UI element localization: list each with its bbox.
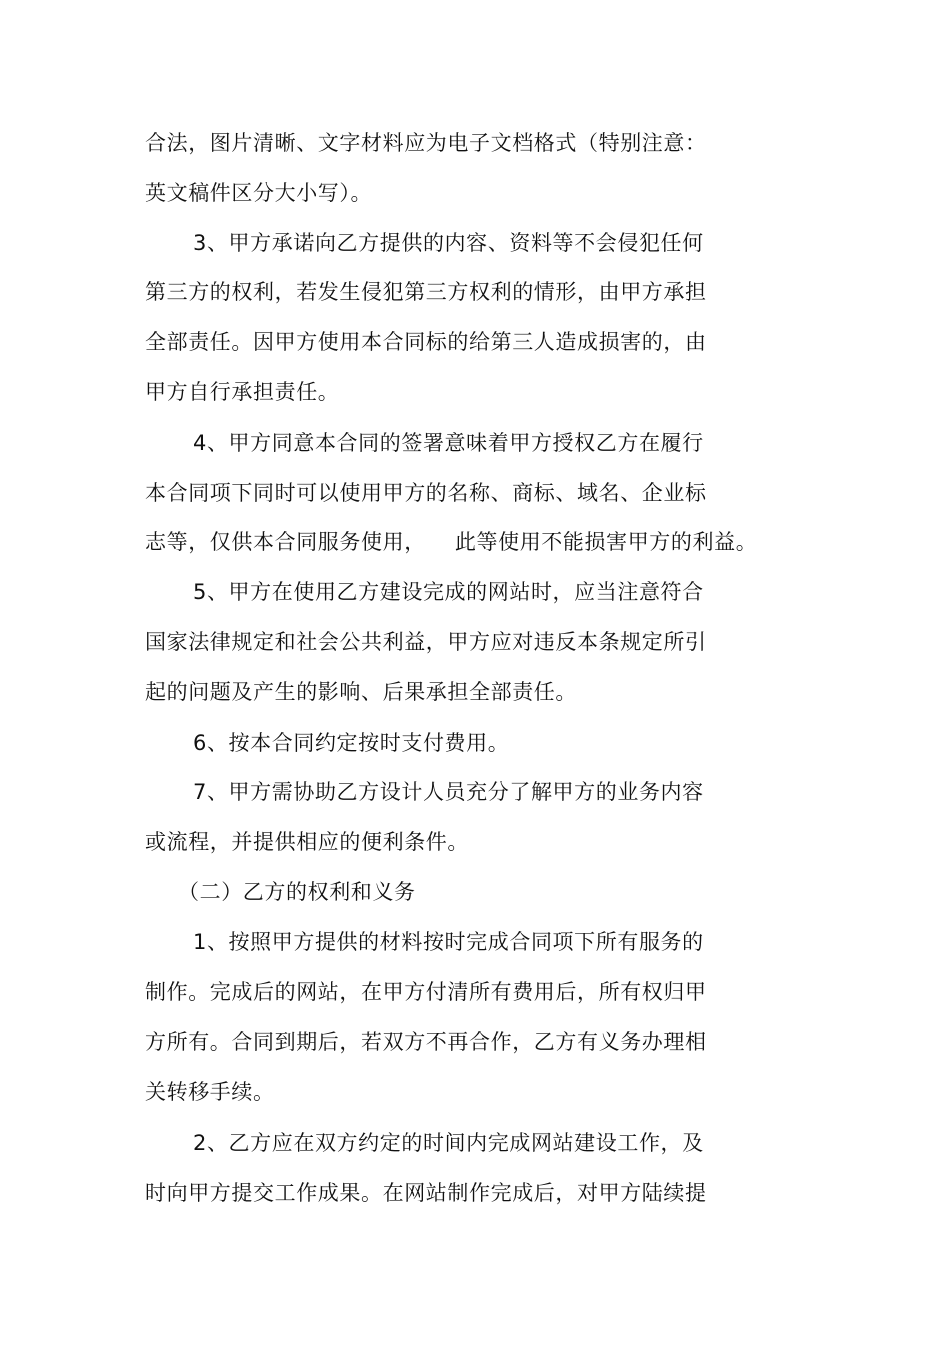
b-clause-1-line-2: 制作。完成后的网站，在甲方付清所有费用后，所有权归甲 xyxy=(145,980,707,1004)
text-line-1: 合法，图片清晰、文字材料应为电子文档格式（特别注意： xyxy=(145,131,707,155)
text-line-2: 英文稿件区分大小写）。 xyxy=(145,181,373,205)
clause-5-line-1: 5、甲方在使用乙方建设完成的网站时，应当注意符合 xyxy=(193,580,704,604)
clause-5-line-3: 起的问题及产生的影响、后果承担全部责任。 xyxy=(145,680,577,704)
clause-3-line-4: 甲方自行承担责任。 xyxy=(145,380,340,404)
clause-7-line-1: 7、甲方需协助乙方设计人员充分了解甲方的业务内容 xyxy=(193,780,704,804)
b-clause-2-line-1: 2、乙方应在双方约定的时间内完成网站建设工作，及 xyxy=(193,1131,704,1155)
b-clause-1-line-1: 1、按照甲方提供的材料按时完成合同项下所有服务的 xyxy=(193,930,704,954)
clause-4-line-2: 本合同项下同时可以使用甲方的名称、商标、域名、企业标 xyxy=(145,481,707,505)
section-heading-party-b: （二）乙方的权利和义务 xyxy=(178,880,416,904)
b-clause-1-line-4: 关转移手续。 xyxy=(145,1080,275,1104)
clause-4-line-3: 志等，仅供本合同服务使用， 此等使用不能损害甲方的利益。 xyxy=(145,530,758,554)
clause-3-line-1: 3、甲方承诺向乙方提供的内容、资料等不会侵犯任何 xyxy=(193,231,704,255)
clause-5-line-2: 国家法律规定和社会公共利益，甲方应对违反本条规定所引 xyxy=(145,630,707,654)
b-clause-2-line-2: 时向甲方提交工作成果。在网站制作完成后，对甲方陆续提 xyxy=(145,1181,707,1205)
clause-3-line-2: 第三方的权利，若发生侵犯第三方权利的情形，由甲方承担 xyxy=(145,280,707,304)
clause-3-line-3: 全部责任。因甲方使用本合同标的给第三人造成损害的，由 xyxy=(145,330,707,354)
clause-7-line-2: 或流程，并提供相应的便利条件。 xyxy=(145,830,469,854)
clause-4-line-1: 4、甲方同意本合同的签署意味着甲方授权乙方在履行 xyxy=(193,431,704,455)
clause-6-line-1: 6、按本合同约定按时支付费用。 xyxy=(193,731,510,755)
b-clause-1-line-3: 方所有。合同到期后，若双方不再合作，乙方有义务办理相 xyxy=(145,1030,707,1054)
